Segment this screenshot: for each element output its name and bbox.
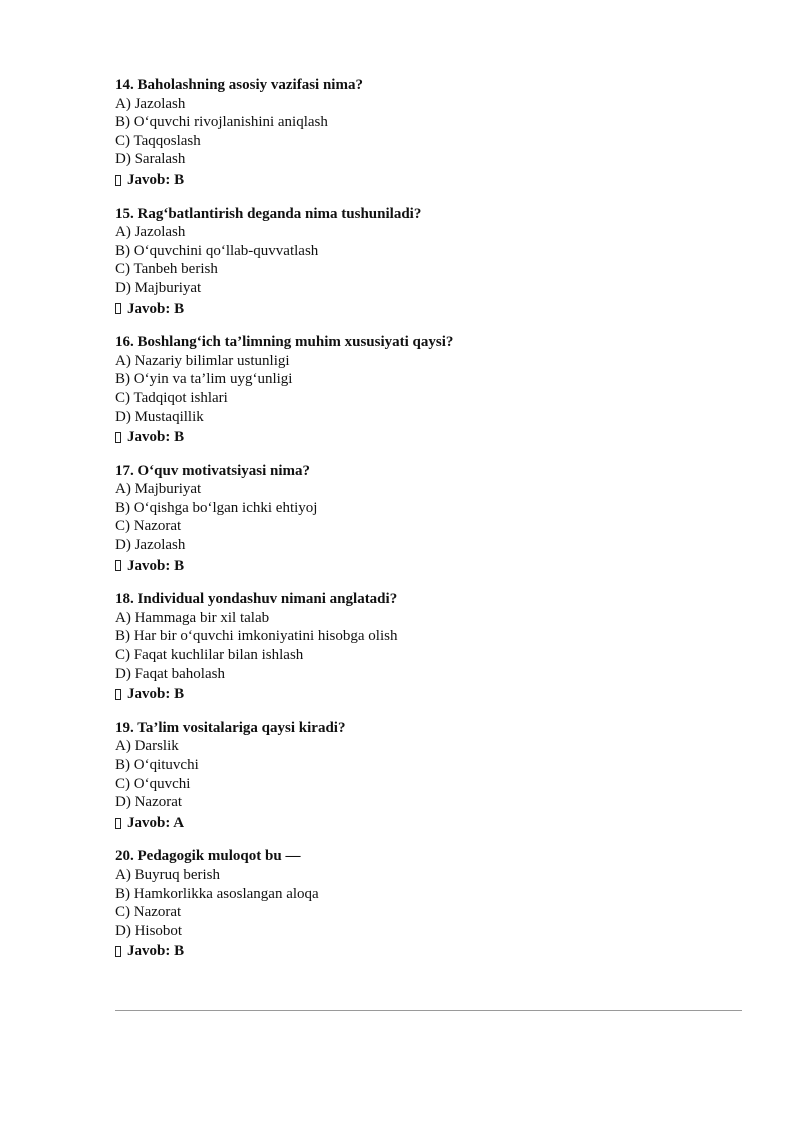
answer-text: Javob: B — [127, 686, 185, 703]
answer-text: Javob: B — [127, 429, 185, 446]
answer-line — [115, 557, 745, 576]
question-16 — [115, 333, 745, 447]
question-14 — [115, 76, 745, 190]
answer-line — [115, 171, 745, 190]
option-a: A) Buyruq berish — [115, 866, 220, 883]
question-17 — [115, 462, 745, 576]
option-a: A) Jazolash — [115, 224, 186, 241]
question-19 — [115, 719, 745, 833]
question-title: 14. Baholashning asosiy vazifasi nima? — [115, 77, 363, 93]
option-c: C) Nazorat — [115, 904, 182, 921]
option-a: A) Nazariy bilimlar ustunligi — [115, 352, 290, 369]
option-a: A) Hammaga bir xil talab — [115, 609, 270, 626]
option-d: D) Jazolash — [115, 537, 186, 554]
option-c: C) Nazorat — [115, 518, 182, 535]
answer-text: Javob: B — [127, 300, 185, 317]
answer-line — [115, 685, 745, 704]
option-d: D) Majburiyat — [115, 279, 202, 296]
answer-text: Javob: B — [127, 171, 185, 188]
box-icon — [115, 303, 121, 314]
box-icon — [115, 560, 121, 571]
option-b: B) O‘quvchi rivojlanishini aniqlash — [115, 114, 328, 131]
answer-line — [115, 428, 745, 447]
option-d: D) Faqat baholash — [115, 665, 225, 682]
question-18 — [115, 590, 745, 704]
option-c: C) Taqqoslash — [115, 132, 201, 149]
option-d: D) Hisobot — [115, 922, 183, 939]
option-c: C) O‘quvchi — [115, 775, 191, 792]
question-title: 19. Ta’lim vositalariga qaysi kiradi? — [115, 719, 346, 736]
option-b: B) O‘yin va ta’lim uyg‘unligi — [115, 371, 293, 388]
option-b: B) Hamkorlikka asoslangan aloqa — [115, 885, 319, 902]
question-title: 18. Individual yondashuv nimani anglatadi? — [115, 591, 398, 608]
horizontal-divider — [115, 1010, 742, 1011]
answer-line — [115, 942, 745, 961]
question-title: 15. Rag‘batlantirish deganda nima tushuniladi? — [115, 205, 422, 222]
answer-line — [115, 300, 745, 319]
document-page — [115, 76, 745, 976]
box-icon — [115, 432, 121, 443]
option-b: B) O‘qituvchi — [115, 757, 199, 773]
option-d: D) Saralash — [115, 151, 186, 168]
question-title: 17. O‘quv motivatsiyasi nima? — [115, 462, 311, 479]
option-a: A) Darslik — [115, 738, 179, 755]
option-c: C) Tadqiqot ishlari — [115, 389, 228, 406]
option-a: A) Jazolash — [115, 95, 186, 112]
question-15 — [115, 205, 745, 319]
question-title: 20. Pedagogik muloqot bu — — [115, 848, 301, 865]
answer-line — [115, 814, 745, 833]
box-icon — [115, 689, 121, 700]
option-c: C) Faqat kuchlilar bilan ishlash — [115, 647, 304, 664]
option-c: C) Tanbeh berish — [115, 261, 218, 278]
option-a: A) Majburiyat — [115, 481, 202, 498]
box-icon — [115, 946, 121, 957]
option-b: B) O‘qishga bo‘lgan ichki ehtiyoj — [115, 499, 318, 516]
box-icon — [115, 818, 121, 829]
option-b: B) Har bir o‘quvchi imkoniyatini hisobga olish — [115, 628, 398, 645]
question-20 — [115, 847, 745, 961]
answer-text: Javob: A — [127, 814, 185, 831]
option-b: B) O‘quvchini qo‘llab-quvvatlash — [115, 242, 319, 259]
option-d: D) Mustaqillik — [115, 408, 204, 425]
answer-text: Javob: B — [127, 557, 185, 574]
box-icon — [115, 175, 121, 186]
question-title: 16. Boshlang‘ich ta’limning muhim xususiyati qaysi? — [115, 334, 454, 351]
answer-text: Javob: B — [127, 943, 185, 960]
option-d: D) Nazorat — [115, 794, 183, 811]
